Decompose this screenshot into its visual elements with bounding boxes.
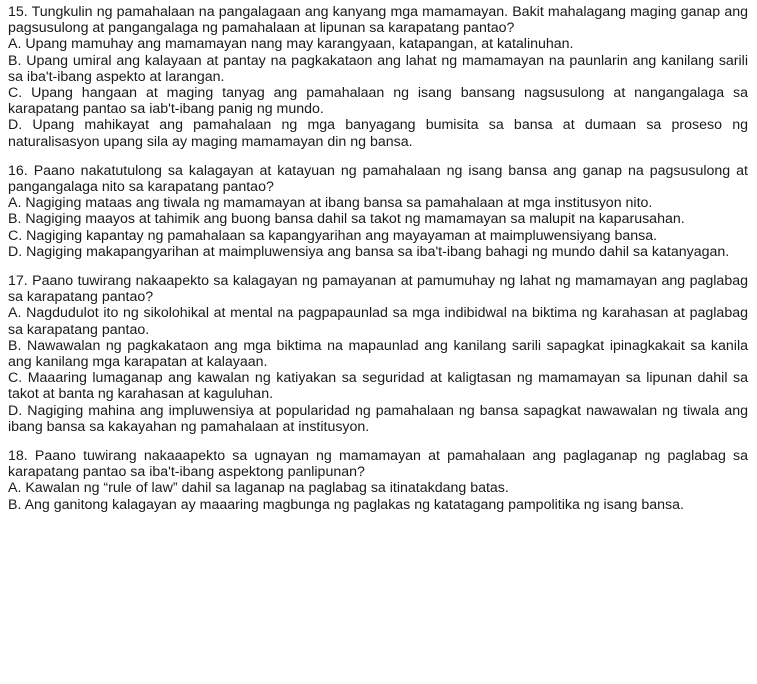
question-stem: 17. Paano tuwirang nakaapekto sa kalagayan ng pamayanan at pamumuhay ng lahat ng mamamayan ang paglabag sa karapatang pantao? <box>8 273 748 306</box>
choice-c: C. Maaaring lumaganap ang kawalan ng katiyakan sa seguridad at kaligtasan ng mamamayan sa lipunan dahil sa takot at banta ng karahasan at kaguluhan. <box>8 370 748 403</box>
choice-b: B. Nagiging maayos at tahimik ang buong bansa dahil sa takot ng mamamayan sa malupit na kaparusahan. <box>8 211 685 228</box>
question-stem: 15. Tungkulin ng pamahalaan na pangalagaan ang kanyang mga mamamayan. Bakit mahalagang maging ganap ang pagsusulong at pangangalaga ng pamahalaan at lipunan sa karapatang pantao? <box>8 4 748 37</box>
choice-d: D. Nagiging makapangyarihan at maimpluwensiya ang bansa sa iba't-ibang bahagi ng mundo dahil sa katanyagan. <box>8 243 730 260</box>
choice-b: B. Ang ganitong kalagayan ay maaaring magbunga ng paglakas ng katatagang pampolitika ng isang bansa. <box>8 496 684 513</box>
choice-a: A. Nagdudulot ito ng sikolohikal at mental na pagpapaunlad sa mga indibidwal na biktima ng karahasan at paglabag sa karapatang pantao. <box>8 305 748 338</box>
question-16 <box>8 163 748 260</box>
question-18 <box>8 448 748 513</box>
choice-a: A. Kawalan ng “rule of law” dahil sa laganap na paglabag sa itinatakdang batas. <box>8 480 509 497</box>
choice-d: D. Nagiging mahina ang impluwensiya at popularidad ng pamahalaan ng bansa sapagkat nawawalan ng tiwala ang ibang bansa sa kakayahan ng pamahalaan at institusyon. <box>8 402 748 435</box>
choice-a: A. Nagiging mataas ang tiwala ng mamamayan at ibang bansa sa pamahalaan at mga institusyon nito. <box>8 195 653 212</box>
question-stem: 16. Paano nakatutulong sa kalagayan at katayuan ng pamahalaan ng isang bansa ang ganap na pagsusulong at pangangalaga nito sa karapatang pantao? <box>8 162 748 196</box>
choice-c: C. Nagiging kapantay ng pamahalaan sa kapangyarihan ang mayayaman at maimpluwensiyang bansa. <box>8 227 658 244</box>
choice-d: D. Upang mahikayat ang pamahalaan ng mga banyagang bumisita sa bansa at dumaan sa proseso ng naturalisasyon upang sila ay maging mamamayan din ng bansa. <box>8 117 748 150</box>
question-stem: 18. Paano tuwirang nakaaapekto sa ugnayan ng mamamayan at pamahalaan ang paglaganap ng paglabag sa karapatang pantao sa iba't-ibang aspektong panlipunan? <box>8 448 748 481</box>
choice-c: C. Upang hangaan at maging tanyag ang pamahalaan ng isang bansang nagsusulong at nangangalaga sa karapatang pantao sa iab't-ibang panig ng mundo. <box>8 85 748 118</box>
question-17 <box>8 273 748 435</box>
question-15 <box>8 4 748 150</box>
choice-b: B. Upang umiral ang kalayaan at pantay na pagkakataon ang lahat ng mamamayan na paunlarin ang kanilang sarili sa iba't-ibang aspekto at larangan. <box>8 52 748 85</box>
choice-a: A. Upang mamuhay ang mamamayan nang may karangyaan, katapangan, at katalinuhan. <box>8 36 574 53</box>
choice-b: B. Nawawalan ng pagkakataon ang mga biktima na mapaunlad ang kanilang sarili sapagkat ipinagkakait sa kanila ang kanilang mga karapatan at kalayaan. <box>8 337 748 371</box>
